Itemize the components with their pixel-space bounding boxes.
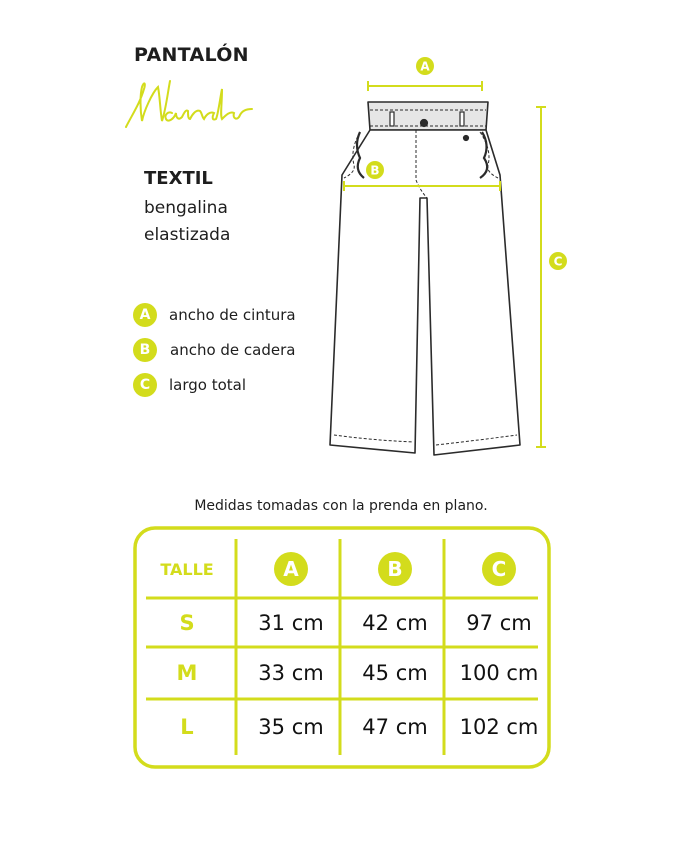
product-title: PANTALÓN (134, 44, 249, 66)
fabric-title: TEXTIL (144, 168, 213, 189)
fabric-line: elastizada (144, 225, 231, 245)
length-measure-line (536, 107, 546, 447)
table-cell: 102 cm (459, 715, 539, 739)
legend-label: largo total (169, 376, 247, 394)
header-talle-cell (135, 540, 239, 598)
legend-item-b (133, 337, 295, 363)
pants-technical-drawing (320, 50, 570, 470)
table-cell: 31 cm (258, 610, 324, 635)
legend-label: ancho de cintura (169, 306, 296, 324)
table-cell: 33 cm (258, 661, 324, 685)
letter-badge-b: B (133, 338, 157, 362)
legend-item-c (133, 372, 246, 398)
table-row-s-size (135, 598, 239, 647)
measurement-note: Medidas tomadas con la prenda en plano. (194, 498, 488, 514)
header-c-cell (447, 540, 551, 598)
table-cell: 35 cm (258, 715, 324, 739)
table-cell: 47 cm (362, 715, 428, 739)
header-a-cell (239, 540, 343, 598)
size-label: M (176, 661, 198, 685)
legend-label: ancho de cadera (170, 341, 296, 359)
table-row-l-size (135, 699, 239, 755)
product-name-script-logo (122, 75, 254, 130)
marker-c-letter: C (553, 254, 563, 269)
table-row-m-size (135, 647, 239, 699)
header-badge-a: A (274, 552, 308, 586)
marker-a-letter: A (420, 59, 430, 74)
fabric-line: bengalina (144, 198, 228, 218)
marker-a-badge (416, 57, 434, 75)
table-cell: 42 cm (362, 610, 428, 635)
table-cell: 97 cm (466, 610, 532, 635)
size-label: S (179, 610, 195, 635)
letter-badge-c: C (133, 373, 157, 397)
header-badge-c: C (482, 552, 516, 586)
talle-label: TALLE (160, 559, 214, 579)
header-b-cell (343, 540, 447, 598)
table-cell: 45 cm (362, 661, 428, 685)
marker-c-badge (549, 252, 567, 270)
letter-badge-a: A (133, 303, 157, 327)
marker-b-badge (366, 161, 384, 179)
table-cell: 100 cm (459, 661, 539, 685)
waist-measure-line (368, 81, 482, 91)
header-badge-b: B (378, 552, 412, 586)
size-label: L (180, 715, 194, 739)
legend-item-a (133, 302, 296, 328)
marker-b-letter: B (370, 163, 380, 178)
